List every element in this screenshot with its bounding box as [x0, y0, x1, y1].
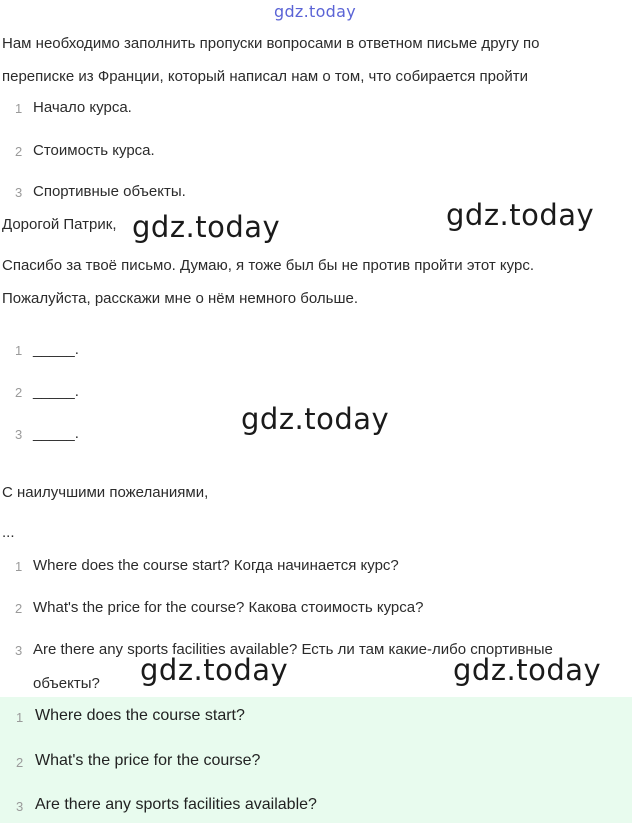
translation-number: 1 [15, 559, 23, 574]
letter-signature: ... [2, 524, 15, 541]
topic-number: 1 [15, 101, 23, 116]
translation-number: 2 [15, 601, 23, 616]
blank-number: 2 [15, 385, 23, 400]
letter-body-line-1: Спасибо за твоё письмо. Думаю, я тоже был бы не против пройти этот курс. [2, 257, 535, 274]
answer-number: 3 [16, 799, 24, 814]
translation-item-continued: объекты? [33, 675, 100, 692]
answer-number: 2 [16, 755, 24, 770]
blank-item: _____. [33, 341, 79, 358]
watermark: gdz.today [132, 210, 281, 244]
topic-number: 2 [15, 144, 23, 159]
header-watermark: gdz.today [274, 2, 356, 21]
watermark: gdz.today [140, 653, 289, 687]
letter-closing: С наилучшими пожеланиями, [2, 484, 209, 501]
blank-number: 3 [15, 427, 23, 442]
watermark: gdz.today [453, 653, 602, 687]
translation-item: Are there any sports facilities available? Есть ли там какие-либо спортивные [33, 641, 553, 658]
topic-item: Спортивные объекты. [33, 183, 186, 200]
translation-item: What's the price for the course? Какова стоимость курса? [33, 599, 424, 616]
letter-body-line-2: Пожалуйста, расскажи мне о нём немного больше. [2, 290, 358, 307]
blank-item: _____. [33, 425, 79, 442]
blank-number: 1 [15, 343, 23, 358]
topic-item: Начало курса. [33, 99, 132, 116]
translation-item: Where does the course start? Когда начинается курс? [33, 557, 399, 574]
answer-number: 1 [16, 710, 24, 725]
answer-item: Are there any sports facilities available? [35, 796, 317, 813]
watermark: gdz.today [241, 402, 390, 436]
answer-item: What's the price for the course? [35, 752, 261, 769]
intro-line-1: Нам необходимо заполнить пропуски вопросами в ответном письме другу по [2, 35, 540, 52]
blank-item: _____. [33, 383, 79, 400]
answer-item: Where does the course start? [35, 707, 245, 724]
topic-number: 3 [15, 185, 23, 200]
topic-item: Стоимость курса. [33, 142, 155, 159]
letter-greeting: Дорогой Патрик, [2, 216, 117, 233]
intro-line-2: переписке из Франции, который написал нам о том, что собирается пройти [2, 68, 528, 85]
translation-number: 3 [15, 643, 23, 658]
watermark: gdz.today [446, 198, 595, 232]
